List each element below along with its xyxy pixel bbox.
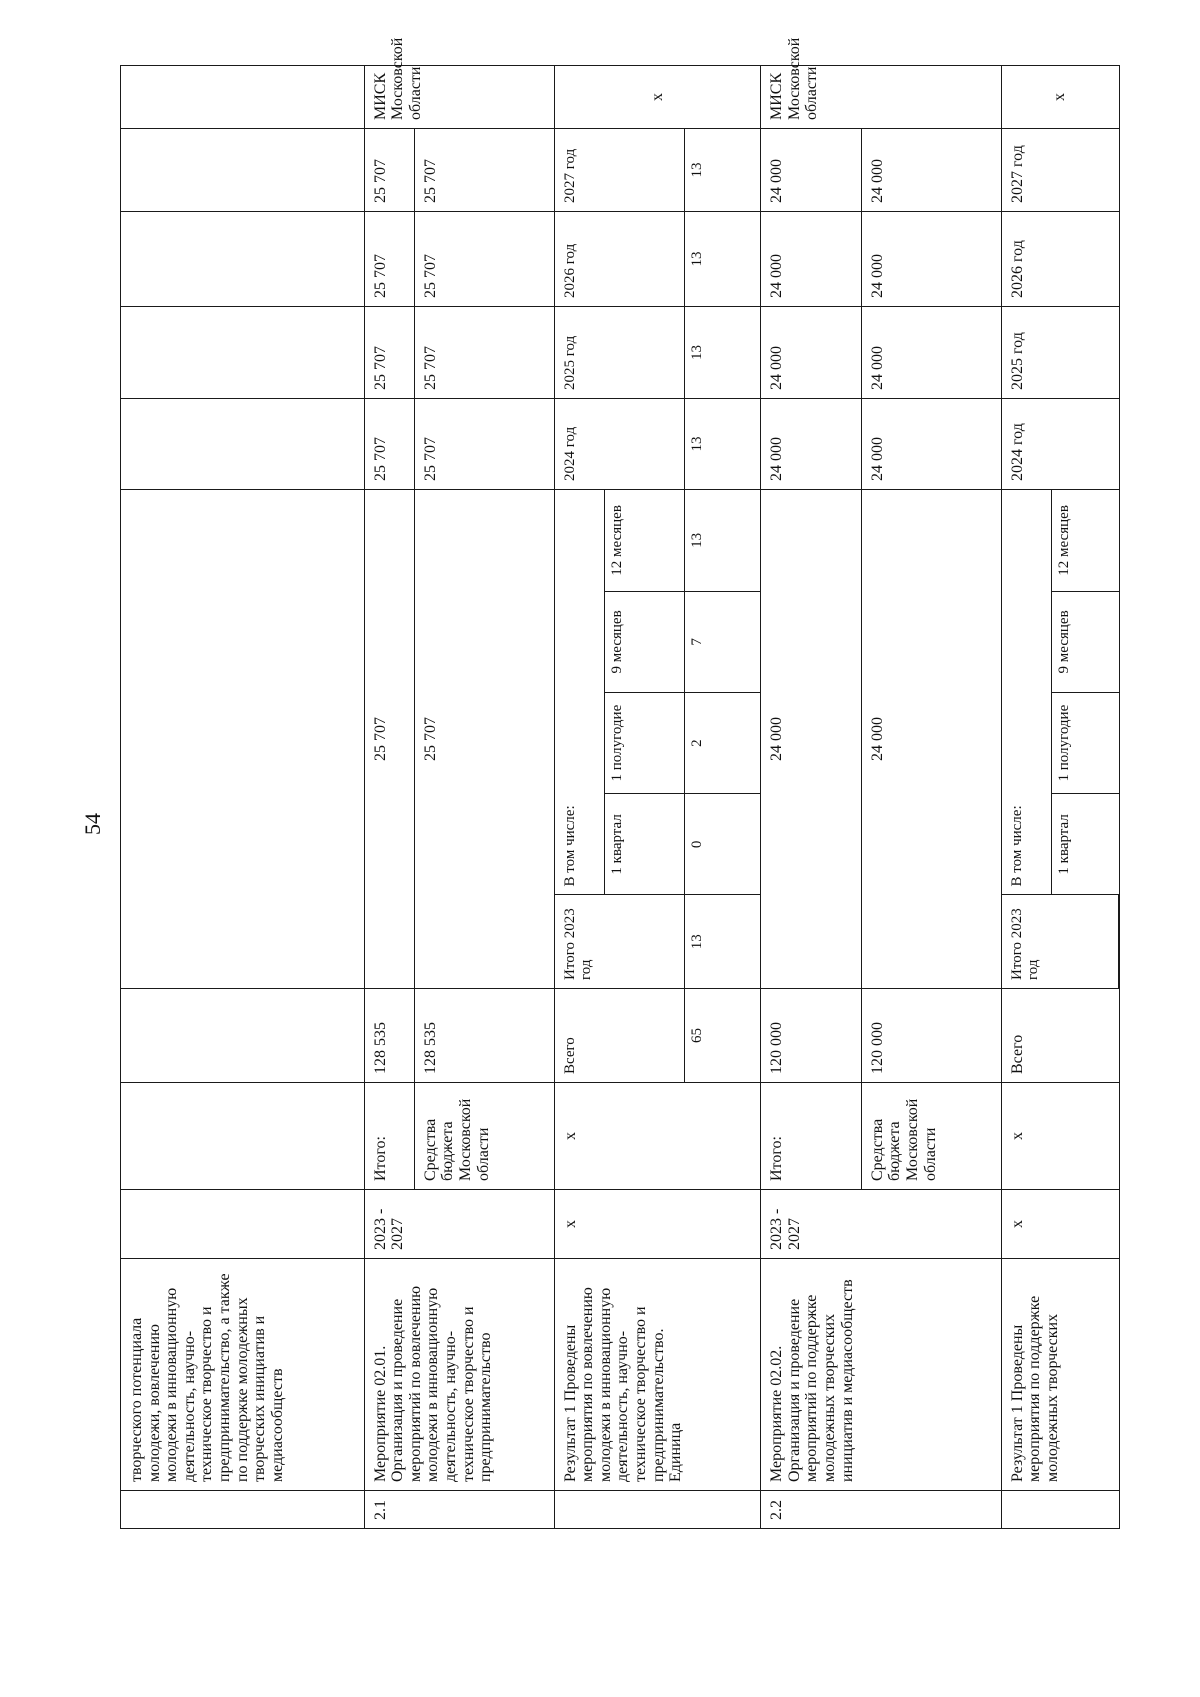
cell-empty <box>121 1190 365 1259</box>
twelve-months-label: 12 месяцев <box>605 490 685 591</box>
cell-empty <box>121 66 365 129</box>
value-2023-result: 13 <box>685 895 761 988</box>
value-2025-budget: 25 707 <box>414 307 554 399</box>
value-2025-budget: 24 000 <box>861 307 1001 399</box>
cell-empty <box>121 212 365 307</box>
value-2027-result: 13 <box>685 129 761 211</box>
half-year-label: 1 полугодие <box>605 693 685 794</box>
x-mark: х <box>1001 66 1120 129</box>
table-row-2-2-result <box>1001 66 1120 1529</box>
value-2027: 25 707 <box>364 129 414 212</box>
result-name: Результат 1 Проведены мероприятия по поддержке молодежных творческих <box>1001 1259 1120 1491</box>
quarter-1-label: 1 квартал <box>605 794 685 895</box>
value-2025: 25 707 <box>364 307 414 399</box>
value-2024-budget: 24 000 <box>861 399 1001 490</box>
v-tom-chisle-label: В том числе: <box>555 490 605 895</box>
result-2023-cell <box>1001 490 1120 989</box>
result-total-value: 65 <box>685 989 761 1082</box>
budget-table <box>120 37 1120 1529</box>
value-2026: 25 707 <box>364 212 414 307</box>
year-2026-label: 2026 год <box>1001 212 1120 307</box>
result-2023-subtable <box>1002 490 1120 988</box>
table-row-continuation <box>121 66 365 1529</box>
value-2024-budget: 25 707 <box>414 399 554 490</box>
result-2025-cell <box>554 307 761 399</box>
total-value: 120 000 <box>761 989 862 1083</box>
value-2027-budget: 24 000 <box>861 129 1001 212</box>
cell-empty <box>121 307 365 399</box>
cell-empty <box>121 490 365 989</box>
quarter-1-label: 1 квартал <box>1052 794 1119 895</box>
year-2027-label: 2027 год <box>555 129 685 211</box>
table-row-2-1-total <box>364 66 414 1529</box>
source-total-label: Итого: <box>364 1083 414 1190</box>
cell-empty <box>121 129 365 212</box>
half-year-label: 1 полугодие <box>1052 693 1119 794</box>
source-budget-label: Средства бюджета Московской области <box>414 1083 554 1190</box>
cell-empty <box>121 1491 365 1529</box>
value-2027: 24 000 <box>761 129 862 212</box>
total-budget-value: 128 535 <box>414 989 554 1083</box>
value-2027-budget: 25 707 <box>414 129 554 212</box>
row-number: 2.1 <box>364 1491 554 1529</box>
table-row-2-2-total <box>761 66 862 1529</box>
value-9m: 7 <box>685 591 761 692</box>
value-2024: 25 707 <box>364 399 414 490</box>
result-total-subtable <box>555 989 761 1082</box>
value-2026-budget: 24 000 <box>861 212 1001 307</box>
year-2024-label: 2024 год <box>555 399 685 489</box>
cell-empty <box>121 399 365 490</box>
value-2024: 24 000 <box>761 399 862 490</box>
rotated-table-container <box>120 37 1120 1529</box>
value-2023-budget: 25 707 <box>414 490 554 989</box>
year-2027-label: 2027 год <box>1001 129 1120 212</box>
year-2024-label: 2024 год <box>1001 399 1120 490</box>
responsible: МИСК Московской области <box>364 66 554 129</box>
value-2025: 24 000 <box>761 307 862 399</box>
measure-name: Мероприятие 02.01. Организация и проведение мероприятий по вовлечению молодежи в инновационную деятельность, научно-техническое творчество и предпринимательство <box>364 1259 554 1491</box>
year-2025-label: 2025 год <box>555 307 685 398</box>
result-2023-subtable <box>555 490 761 988</box>
total-budget-value: 120 000 <box>861 989 1001 1083</box>
year-2026-label: 2026 год <box>555 212 685 306</box>
value-2026-budget: 25 707 <box>414 212 554 307</box>
result-2024-cell <box>554 399 761 490</box>
value-2024-result: 13 <box>685 399 761 489</box>
source-total-label: Итого: <box>761 1083 862 1190</box>
twelve-months-label: 12 месяцев <box>1052 490 1119 591</box>
measure-years: 2023 - 2027 <box>364 1190 554 1259</box>
row-number: 2.2 <box>761 1491 1001 1529</box>
itogo-2023-label: Итого 2023 год <box>555 895 685 988</box>
vsego-label: Всего <box>555 989 685 1082</box>
responsible: МИСК Московской области <box>761 66 1001 129</box>
value-q1: 0 <box>685 794 761 895</box>
result-total-cell <box>554 989 761 1083</box>
itogo-2023-label: Итого 2023 год <box>1002 895 1119 988</box>
source-budget-label: Средства бюджета Московской области <box>861 1083 1001 1190</box>
measure-years: 2023 - 2027 <box>761 1190 1001 1259</box>
year-2025-label: 2025 год <box>1001 307 1120 399</box>
nine-months-label: 9 месяцев <box>1052 591 1119 692</box>
result-name: Результат 1 Проведены мероприятия по вовлечению молодежи в инновационную деятельность, научно-техническое творчество и предпринимательство. Единица <box>554 1259 761 1491</box>
v-tom-chisle-label: В том числе: <box>1002 490 1052 895</box>
value-2023: 24 000 <box>761 490 862 989</box>
vsego-label: Всего <box>1001 989 1120 1083</box>
result-2026-cell <box>554 212 761 307</box>
x-mark: х <box>1001 1083 1120 1190</box>
table-row-2-1-result <box>554 66 761 1529</box>
value-2026-result: 13 <box>685 212 761 306</box>
value-12m: 13 <box>685 490 761 591</box>
cell-empty <box>121 1083 365 1190</box>
x-mark: х <box>554 1083 761 1190</box>
cont-name-cell: творческого потенциала молодежи, вовлечению молодежи в инновационную деятельность, научно-техническое творчество и предпринимательство, а также по поддержке молодежных творческих инициатив и медиасообществ <box>121 1259 365 1491</box>
page-number: 54 <box>80 813 105 835</box>
value-2025-result: 13 <box>685 307 761 398</box>
x-mark: х <box>554 66 761 129</box>
value-2023-budget: 24 000 <box>861 490 1001 989</box>
cell-empty <box>554 1491 761 1529</box>
measure-name: Мероприятие 02.02. Организация и проведение мероприятий по поддержке молодежных творческих инициатив и медиасообществ <box>761 1259 1001 1491</box>
x-mark: х <box>1001 1190 1120 1259</box>
result-2023-cell <box>554 490 761 989</box>
value-2023: 25 707 <box>364 490 414 989</box>
cell-empty <box>1001 1491 1120 1529</box>
result-2027-cell <box>554 129 761 212</box>
total-value: 128 535 <box>364 989 414 1083</box>
cell-empty <box>121 989 365 1083</box>
value-2026: 24 000 <box>761 212 862 307</box>
value-h1: 2 <box>685 693 761 794</box>
x-mark: х <box>554 1190 761 1259</box>
nine-months-label: 9 месяцев <box>605 591 685 692</box>
